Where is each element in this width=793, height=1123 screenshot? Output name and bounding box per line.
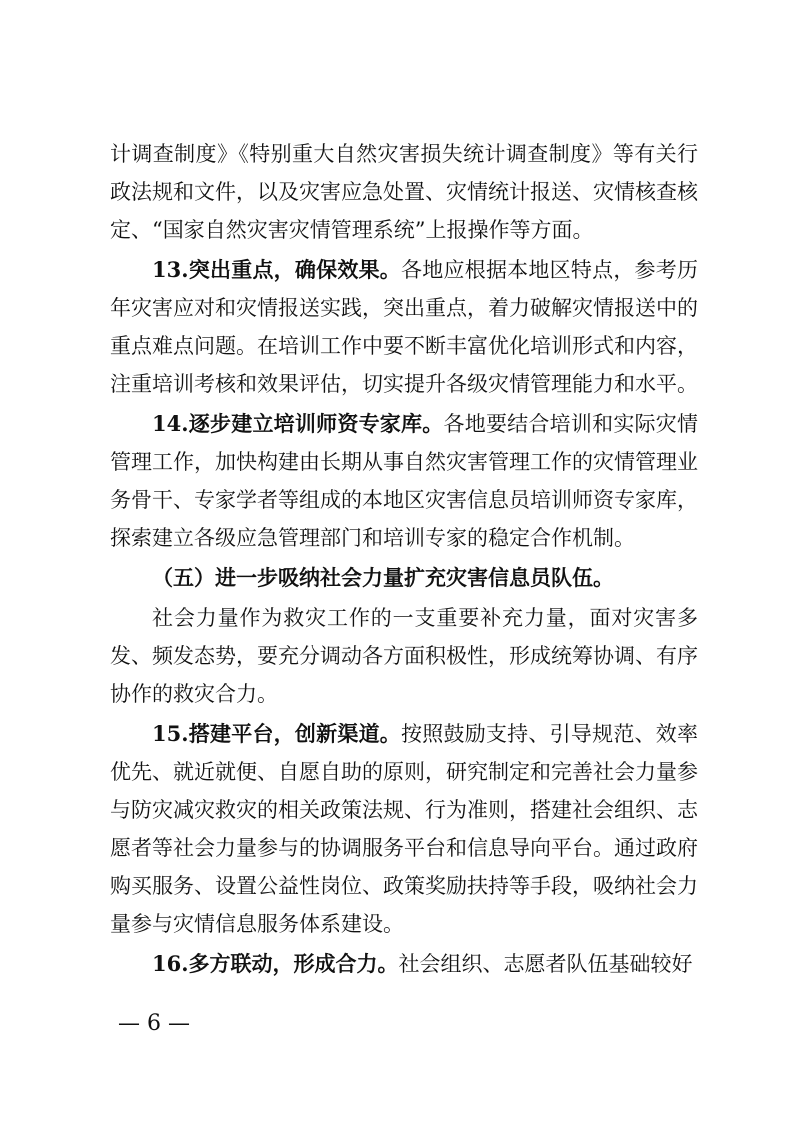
section-heading-text: （五）进一步吸纳社会力量扩充灾害信息员队伍。 <box>152 565 614 590</box>
paragraph-section-intro <box>110 599 698 713</box>
paragraph-16 <box>110 945 698 983</box>
document-body <box>110 135 698 985</box>
page-number: — 6 — <box>118 1011 190 1036</box>
paragraph-heading: 13.突出重点，确保效果。 <box>152 257 402 282</box>
paragraph-text: 计调查制度》《特别重大自然灾害损失统计调查制度》等有关行政法规和文件，以及灾害应急处置、灾情统计报送、灾情核查核定、“国家自然灾害灾情管理系统”上报操作等方面。 <box>110 142 698 242</box>
paragraph-text: 各地要结合培训和实际灾情管理工作，加快构建由长期从事自然灾害管理工作的灾情管理业务骨干、专家学者等组成的本地区灾害信息员培训师资专家库，探索建立各级应急管理部门和培训专家的稳定合作机制。 <box>110 412 698 550</box>
paragraph-text: 社会力量作为救灾工作的一支重要补充力量，面对灾害多发、频发态势，要充分调动各方面积极性，形成统筹协调、有序协作的救灾合力。 <box>110 606 698 706</box>
paragraph-text: 社会组织、志愿者队伍基础较好 <box>398 952 693 976</box>
section-heading <box>110 559 698 597</box>
paragraph-text: 各地应根据本地区特点，参考历年灾害应对和灾情报送实践，突出重点，着力破解灾情报送中的重点难点问题。在培训工作中要不断丰富优化培训形式和内容，注重培训考核和效果评估，切实提升各级灾情管理能力和水平。 <box>110 258 698 396</box>
paragraph-heading: 16.多方联动，形成合力。 <box>152 951 399 976</box>
paragraph-heading: 15.搭建平台，创新渠道。 <box>152 721 402 746</box>
paragraph-text: 按照鼓励支持、引导规范、效率优先、就近就便、自愿自助的原则，研究制定和完善社会力量参与防灾减灾救灾的相关政策法规、行为准则，搭建社会组织、志愿者等社会力量参与的协调服务平台和信息导向平台。通过政府购买服务、设置公益性岗位、政策奖励扶持等手段，吸纳社会力量参与灾情信息服务体系建设。 <box>110 722 698 936</box>
paragraph-heading: 14.逐步建立培训师资专家库。 <box>152 411 444 436</box>
paragraph-13 <box>110 251 698 403</box>
paragraph-15 <box>110 715 698 943</box>
paragraph-14 <box>110 405 698 557</box>
paragraph-continuation <box>110 135 698 249</box>
